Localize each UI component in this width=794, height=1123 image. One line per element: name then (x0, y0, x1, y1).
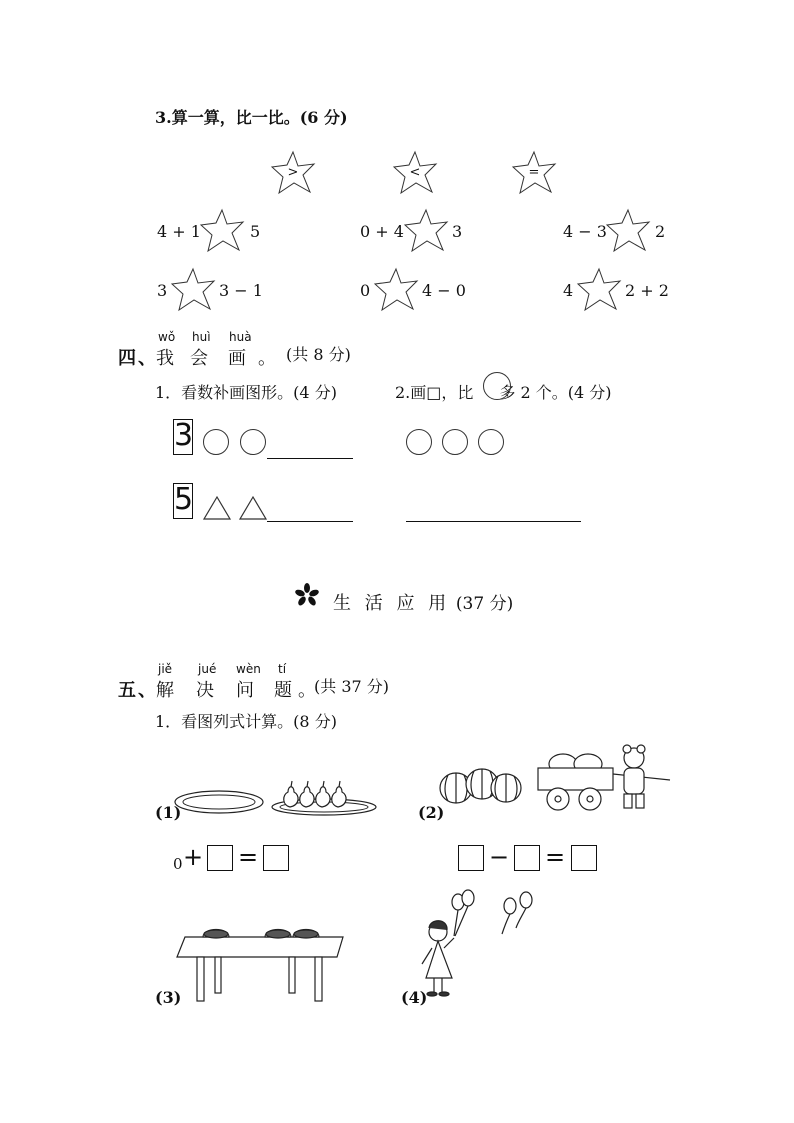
answer-box[interactable] (263, 845, 289, 871)
answer-line[interactable] (406, 521, 581, 522)
star-icon (373, 267, 419, 313)
sec5-q1-title: 1．看图列式计算。(8 分) (155, 712, 337, 731)
answer-box[interactable] (514, 845, 540, 871)
expr-left: 4 + 1 (157, 222, 201, 241)
period: 。 (298, 680, 318, 701)
expr-left: 0 (360, 281, 371, 300)
hanzi: 画 (228, 348, 248, 369)
pinyin: huà (229, 330, 252, 344)
label-3: (3) (155, 988, 182, 1007)
pinyin: wèn (236, 662, 261, 676)
minus-sign: − (489, 843, 510, 871)
answer-line[interactable] (267, 521, 353, 522)
answer-star[interactable] (199, 208, 245, 254)
pear-plate-illustration (270, 775, 378, 817)
answer-star[interactable] (605, 208, 651, 254)
period: 。 (258, 348, 278, 369)
pinyin: tí (278, 662, 287, 676)
expr-left: 0 + 4 (360, 222, 404, 241)
hanzi: 会 (190, 348, 210, 369)
digit-box: 3 (174, 418, 194, 453)
expr-left: 3 (157, 281, 168, 300)
triangle-icon (238, 495, 268, 521)
answer-star[interactable] (170, 267, 216, 313)
equals-sign: = (238, 843, 259, 871)
sec4-score: (共 8 分) (286, 345, 351, 364)
plus-sign: + (183, 843, 204, 871)
star-icon (576, 267, 622, 313)
circle-icon (240, 429, 266, 455)
symbol-equal: = (528, 165, 540, 180)
star-icon (170, 267, 216, 313)
hanzi: 解 (156, 680, 176, 701)
sec5-score: (共 37 分) (314, 677, 390, 696)
star-icon (605, 208, 651, 254)
equals-sign: = (545, 843, 566, 871)
triangle-icon (202, 495, 232, 521)
hanzi: 题 (274, 680, 294, 701)
hanzi: 问 (236, 680, 256, 701)
eq-number: 0 (173, 855, 183, 873)
symbol-greater: > (287, 165, 299, 180)
q3-title: 3.算一算，比一比。(6 分) (155, 108, 348, 127)
label-2: (2) (418, 803, 445, 822)
star-legend-less (392, 150, 438, 196)
expr-right: 4 − 0 (422, 281, 466, 300)
pinyin: jué (198, 662, 217, 676)
pinyin: huì (192, 330, 211, 344)
symbol-less: < (409, 165, 421, 180)
answer-star[interactable] (576, 267, 622, 313)
circle-icon (483, 372, 511, 400)
life-title: 生 活 应 用 (37 分) (333, 593, 514, 614)
answer-star[interactable] (373, 267, 419, 313)
circle-icon (442, 429, 468, 455)
pinyin: wǒ (158, 330, 176, 344)
sec4-prefix: 四、 (118, 348, 158, 369)
expr-right: 2 + 2 (625, 281, 669, 300)
circle-icon (203, 429, 229, 455)
sec5-prefix: 五、 (118, 680, 158, 701)
star-icon (403, 208, 449, 254)
answer-box[interactable] (458, 845, 484, 871)
hanzi: 决 (196, 680, 216, 701)
expr-right: 3 (452, 222, 463, 241)
answer-box[interactable] (207, 845, 233, 871)
sec4-q1-title: 1．看数补画图形。(4 分) (155, 383, 337, 402)
empty-plate-illustration (173, 788, 265, 816)
expr-right: 3 − 1 (219, 281, 263, 300)
flower-icon (294, 582, 320, 608)
answer-line[interactable] (267, 458, 353, 459)
expr-left: 4 (563, 281, 574, 300)
expr-right: 5 (250, 222, 261, 241)
answer-box[interactable] (571, 845, 597, 871)
circle-icon (478, 429, 504, 455)
hanzi: 我 (156, 348, 176, 369)
label-1: (1) (155, 803, 182, 822)
star-legend-equal (511, 150, 557, 196)
girl-balloons-illustration (418, 888, 538, 1006)
expr-left: 4 − 3 (563, 222, 607, 241)
sec4-q2-title: 2.画□，比 多 2 个。(4 分) (395, 383, 612, 402)
circle-icon (406, 429, 432, 455)
pinyin: jiě (158, 662, 173, 676)
star-icon (199, 208, 245, 254)
star-legend-greater (270, 150, 316, 196)
pumpkin-wagon-illustration (438, 744, 678, 816)
expr-right: 2 (655, 222, 666, 241)
answer-star[interactable] (403, 208, 449, 254)
label-4: (4) (401, 988, 428, 1007)
table-bowls-illustration (175, 925, 347, 1005)
digit-box: 5 (174, 482, 194, 517)
